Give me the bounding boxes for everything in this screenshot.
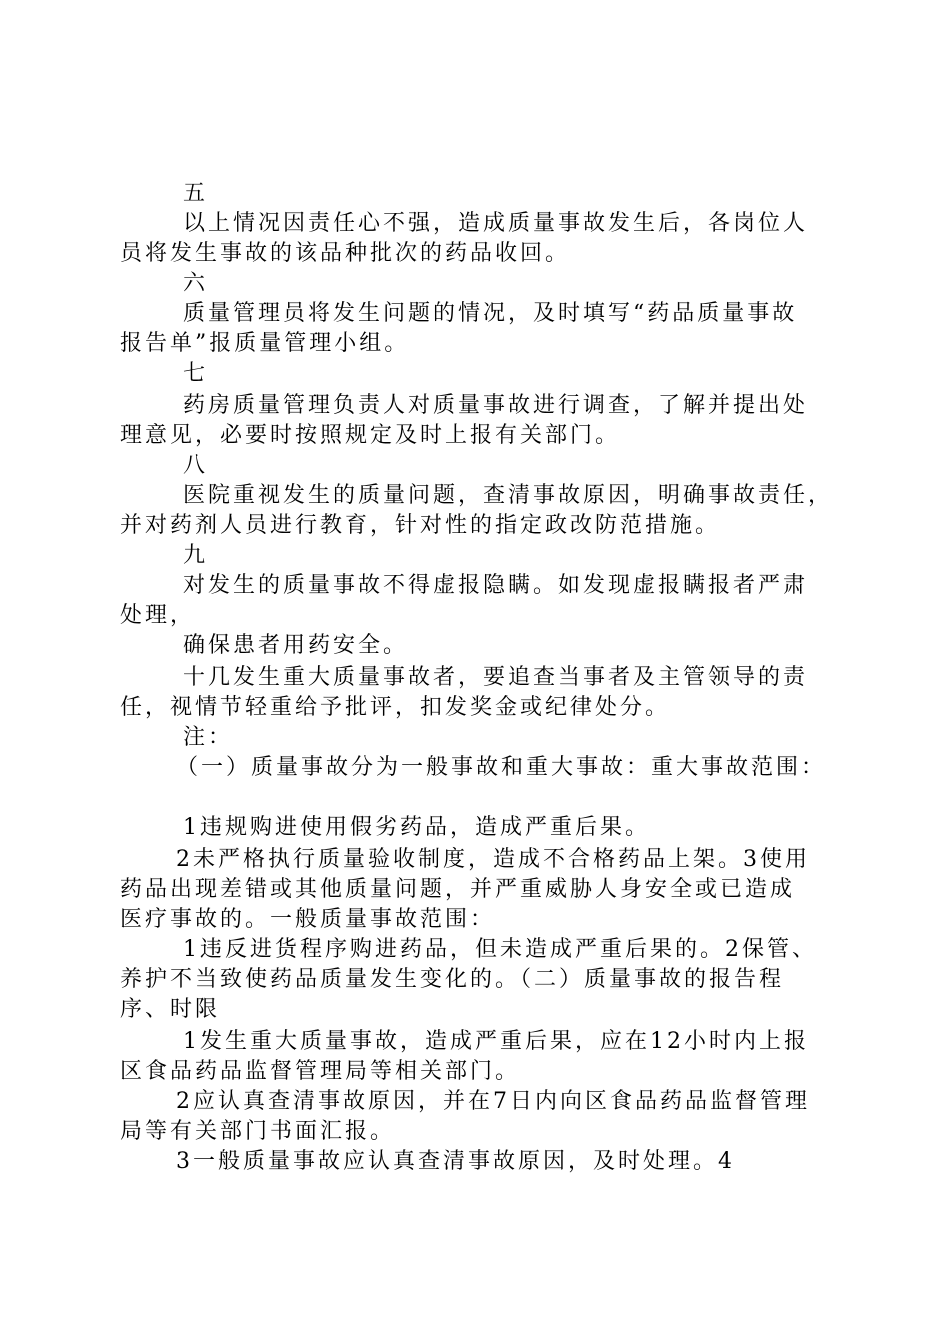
- list-item: 1违反进货程序购进药品，但未造成严重后果的。2保管、: [183, 937, 817, 962]
- list-item: 1违规购进使用假劣药品，造成严重后果。: [183, 815, 650, 840]
- paragraph-line: 药房质量管理负责人对质量事故进行调查，了解并提出处: [183, 393, 809, 418]
- paragraph-line: 医院重视发生的质量问题，查清事故原因，明确事故责任，: [183, 483, 834, 508]
- list-item: 2未严格执行质量验收制度，造成不合格药品上架。3使用: [176, 847, 810, 872]
- section-number-7: 七: [183, 361, 209, 386]
- paragraph-line: 对发生的质量事故不得虚报隐瞒。如发现虚报瞒报者严肃: [183, 573, 809, 598]
- paragraph-line: 理意见，必要时按照规定及时上报有关部门。: [120, 423, 621, 448]
- section-number-6: 六: [183, 271, 209, 296]
- paragraph-line: 并对药剂人员进行教育，针对性的指定政改防范措施。: [120, 513, 721, 538]
- paragraph-line: 序、时限: [120, 997, 221, 1022]
- paragraph-line: 确保患者用药安全。: [183, 633, 409, 658]
- section-number-9: 九: [183, 543, 209, 568]
- paragraph-line: 药品出现差错或其他质量问题，并严重威胁人身安全或已造成: [120, 877, 796, 902]
- paragraph-line: 医疗事故的。一般质量事故范围：: [120, 907, 496, 932]
- paragraph-line: （一）质量事故分为一般事故和重大事故：重大事故范围：: [176, 755, 827, 780]
- list-item: 2应认真查清事故原因，并在7日内向区食品药品监督管理: [176, 1089, 810, 1114]
- paragraph-line: 以上情况因责任心不强，造成质量事故发生后，各岗位人: [183, 211, 809, 236]
- paragraph-line: 处理，: [120, 603, 196, 628]
- section-number-5: 五: [183, 181, 209, 206]
- paragraph-line: 任，视情节轻重给予批评，扣发奖金或纪律处分。: [120, 695, 671, 720]
- paragraph-line: 员将发生事故的该品种批次的药品收回。: [120, 241, 571, 266]
- note-heading: 注：: [183, 725, 234, 750]
- paragraph-line: 养护不当致使药品质量发生变化的。（二）质量事故的报告程: [120, 967, 785, 992]
- paragraph-line: 报告单”报质量管理小组。: [120, 331, 410, 356]
- paragraph-line: 十几发生重大质量事故者，要追查当事者及主管领导的责: [183, 665, 809, 690]
- list-item: 3一般质量事故应认真查清事故原因，及时处理。4: [176, 1149, 735, 1174]
- paragraph-line: 区食品药品监督管理局等相关部门。: [120, 1059, 521, 1084]
- paragraph-line: 质量管理员将发生问题的情况，及时填写“药品质量事故: [183, 301, 798, 326]
- paragraph-line: 局等有关部门书面汇报。: [120, 1119, 396, 1144]
- list-item: 1发生重大质量事故，造成严重后果，应在12小时内上报: [183, 1029, 809, 1054]
- section-number-8: 八: [183, 453, 209, 478]
